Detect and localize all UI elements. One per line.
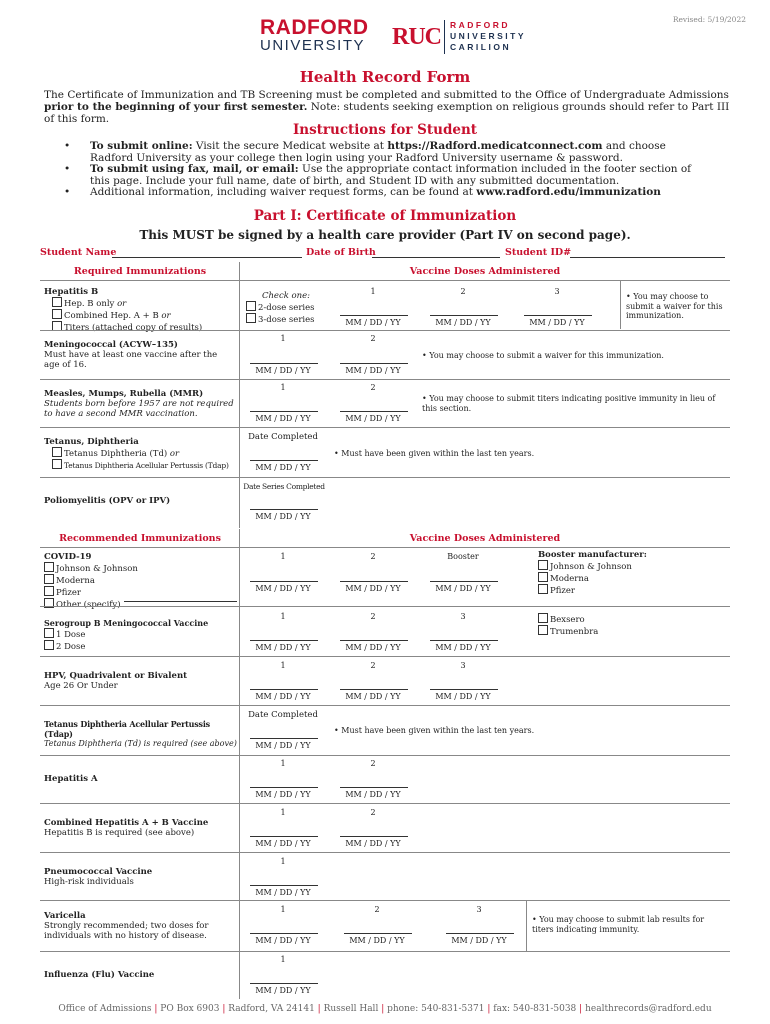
polio-date[interactable] — [250, 509, 318, 510]
hepb-block: Hepatitis B Hep. B only or Combined Hep. A + B or Titers (attached copy of results) — [44, 287, 203, 333]
serob-dose1-date[interactable] — [250, 640, 318, 641]
required-header: Required Immunizations — [73, 266, 207, 277]
student-id-label: Student ID# — [505, 247, 572, 258]
serob-dose2-date[interactable] — [340, 640, 408, 641]
hepb-2dose-checkbox[interactable] — [246, 301, 256, 311]
booster-jj-checkbox[interactable] — [538, 560, 548, 570]
serob-brands: Bexsero Trumenbra — [538, 613, 598, 637]
hpv-dose3-date[interactable] — [430, 689, 498, 690]
hepab-block: Combined Hepatitis A + B Vaccine Hepatitis B is required (see above) — [44, 818, 209, 838]
varicella-dose3-date[interactable] — [446, 933, 514, 934]
covid-jj-checkbox[interactable] — [44, 562, 54, 572]
mening-dose1-date[interactable] — [250, 363, 318, 364]
tdap-block: Tetanus Diphtheria Acellular Pertussis (Tdap) Tetanus Diphtheria (Td) is required (see above) — [44, 719, 237, 748]
trumenbra-checkbox[interactable] — [538, 625, 548, 635]
tetanus-note: • Must have been given within the last ten years. — [334, 449, 535, 458]
instruction-additional: • Additional information, including waiver request forms, can be found at www.radford.edu/immunization — [40, 187, 710, 199]
varicella-note: • You may choose to submit lab results for titers indicating immunity. — [532, 915, 705, 934]
pneumo-block: Pneumococcal Vaccine High-risk individuals — [44, 867, 153, 887]
mening-dose2-date[interactable] — [340, 363, 408, 364]
radford-logo: RADFORD UNIVERSITY — [260, 16, 369, 54]
covid-pfizer-checkbox[interactable] — [44, 586, 54, 596]
booster-moderna-checkbox[interactable] — [538, 572, 548, 582]
covid-moderna-checkbox[interactable] — [44, 574, 54, 584]
tetanus-block: Tetanus, Diphtheria Tetanus Diphtheria (Td) or Tetanus Diphtheria Acellular Pertussis (Tdap) — [44, 437, 229, 470]
hepb-series: Check one: 2-dose series 3-dose series — [246, 291, 326, 325]
dob-label: Date of Birth — [306, 247, 376, 258]
student-name-label: Student Name — [40, 247, 117, 258]
instruction-online: • To submit online: Visit the secure Medicat website at https://Radford.medicatconnect.com and choose Radford University as your college then login using your Radford University username & password. — [40, 141, 710, 164]
hepb-dose2-date[interactable] — [430, 315, 498, 316]
hepb-combined-checkbox[interactable] — [52, 309, 62, 319]
covid-booster-date[interactable] — [430, 581, 498, 582]
doses-header-required: Vaccine Doses Administered — [409, 266, 561, 277]
mmr-block: Measles, Mumps, Rubella (MMR) Students born before 1957 are not required to have a second MMR vaccination. — [44, 389, 234, 419]
mmr-dose1-date[interactable] — [250, 411, 318, 412]
flu-dose1-date[interactable] — [250, 983, 318, 984]
tetanus-date[interactable] — [250, 460, 318, 461]
covid-dose1-date[interactable] — [250, 581, 318, 582]
hepa-dose1-date[interactable] — [250, 787, 318, 788]
hepab-dose2-date[interactable] — [340, 836, 408, 837]
serob-block: Serogroup B Meningococcal Vaccine 1 Dose 2 Dose — [44, 618, 209, 652]
instruction-fax: • To submit using fax, mail, or email: Use the appropriate contact information included in the footer section of this page. Include your full name, date of birth, and Student ID with any submitted documentation. — [40, 164, 710, 187]
serob-1dose-checkbox[interactable] — [44, 628, 54, 638]
hepb-dose3-date[interactable] — [524, 315, 592, 316]
hepab-dose1-date[interactable] — [250, 836, 318, 837]
part1-title: Part I: Certificate of Immunization — [253, 208, 517, 224]
td-checkbox[interactable] — [52, 447, 62, 457]
hepb-3dose-checkbox[interactable] — [246, 313, 256, 323]
instructions-list — [40, 141, 710, 199]
booster-pfizer-checkbox[interactable] — [538, 584, 548, 594]
hepb-dose1-date[interactable] — [340, 315, 408, 316]
hpv-block: HPV, Quadrivalent or Bivalent Age 26 Or Under — [44, 671, 188, 691]
hepa-dose2-date[interactable] — [340, 787, 408, 788]
varicella-block: Varicella Strongly recommended; two doses for individuals with no history of disease. — [44, 911, 209, 941]
tdap-checkbox[interactable] — [52, 459, 62, 469]
hpv-dose2-date[interactable] — [340, 689, 408, 690]
flu-name: Influenza (Flu) Vaccine — [44, 970, 155, 980]
intro-text: The Certificate of Immunization and TB Screening must be completed and submitted to the Office of Undergraduate Admissions prior to the beginning of your first semester. Note: students seeking exemption on religious grounds should refer to Part III of this form. — [44, 89, 730, 125]
hepb-only-checkbox[interactable] — [52, 297, 62, 307]
tdap-note: • Must have been given within the last ten years. — [334, 726, 535, 735]
tdap-date[interactable] — [250, 738, 318, 739]
hpv-dose1-date[interactable] — [250, 689, 318, 690]
footer-email[interactable]: healthrecords@radford.edu — [585, 1004, 712, 1014]
covid-other-field[interactable] — [124, 601, 237, 602]
covid-booster-mfr: Booster manufacturer: Johnson & Johnson Moderna Pfizer — [538, 550, 647, 596]
pneumo-dose1-date[interactable] — [250, 885, 318, 886]
part1-subtitle: This MUST be signed by a health care provider (Part IV on second page). — [139, 228, 631, 242]
recommended-header: Recommended Immunizations — [59, 533, 221, 544]
dob-field[interactable] — [372, 257, 500, 258]
serob-dose3-date[interactable] — [430, 640, 498, 641]
bexsero-checkbox[interactable] — [538, 613, 548, 623]
mening-block: Meningococcal (ACYW–135) Must have at least one vaccine after the age of 16. — [44, 340, 218, 370]
doses-header-recommended: Vaccine Doses Administered — [409, 533, 561, 544]
covid-dose2-date[interactable] — [340, 581, 408, 582]
footer: Office of Admissions | PO Box 6903 | Radford, VA 24141 | Russell Hall | phone: 540-831-5371 | fax: 540-831-5038 | healthrecords@radford.edu — [58, 1004, 712, 1014]
varicella-dose1-date[interactable] — [250, 933, 318, 934]
hepa-name: Hepatitis A — [44, 774, 98, 784]
mmr-note: • You may choose to submit titers indicating positive immunity in lieu of this section. — [422, 394, 716, 413]
mening-note: • You may choose to submit a waiver for this immunization. — [422, 351, 664, 360]
instructions-title: Instructions for Student — [292, 122, 478, 138]
hepb-note: • You may choose to submit a waiver for this immunization. — [626, 292, 723, 320]
serob-2dose-checkbox[interactable] — [44, 640, 54, 650]
page-title: Health Record Form — [299, 68, 471, 86]
varicella-dose2-date[interactable] — [344, 933, 412, 934]
revision-date: Revised: 5/19/2022 — [672, 15, 746, 24]
polio-name: Poliomyelitis (OPV or IPV) — [44, 496, 171, 506]
student-name-field[interactable] — [112, 257, 302, 258]
student-id-field[interactable] — [570, 257, 725, 258]
covid-block: COVID-19 Johnson & Johnson Moderna Pfizer Other (specify) — [44, 552, 138, 610]
mmr-dose2-date[interactable] — [340, 411, 408, 412]
